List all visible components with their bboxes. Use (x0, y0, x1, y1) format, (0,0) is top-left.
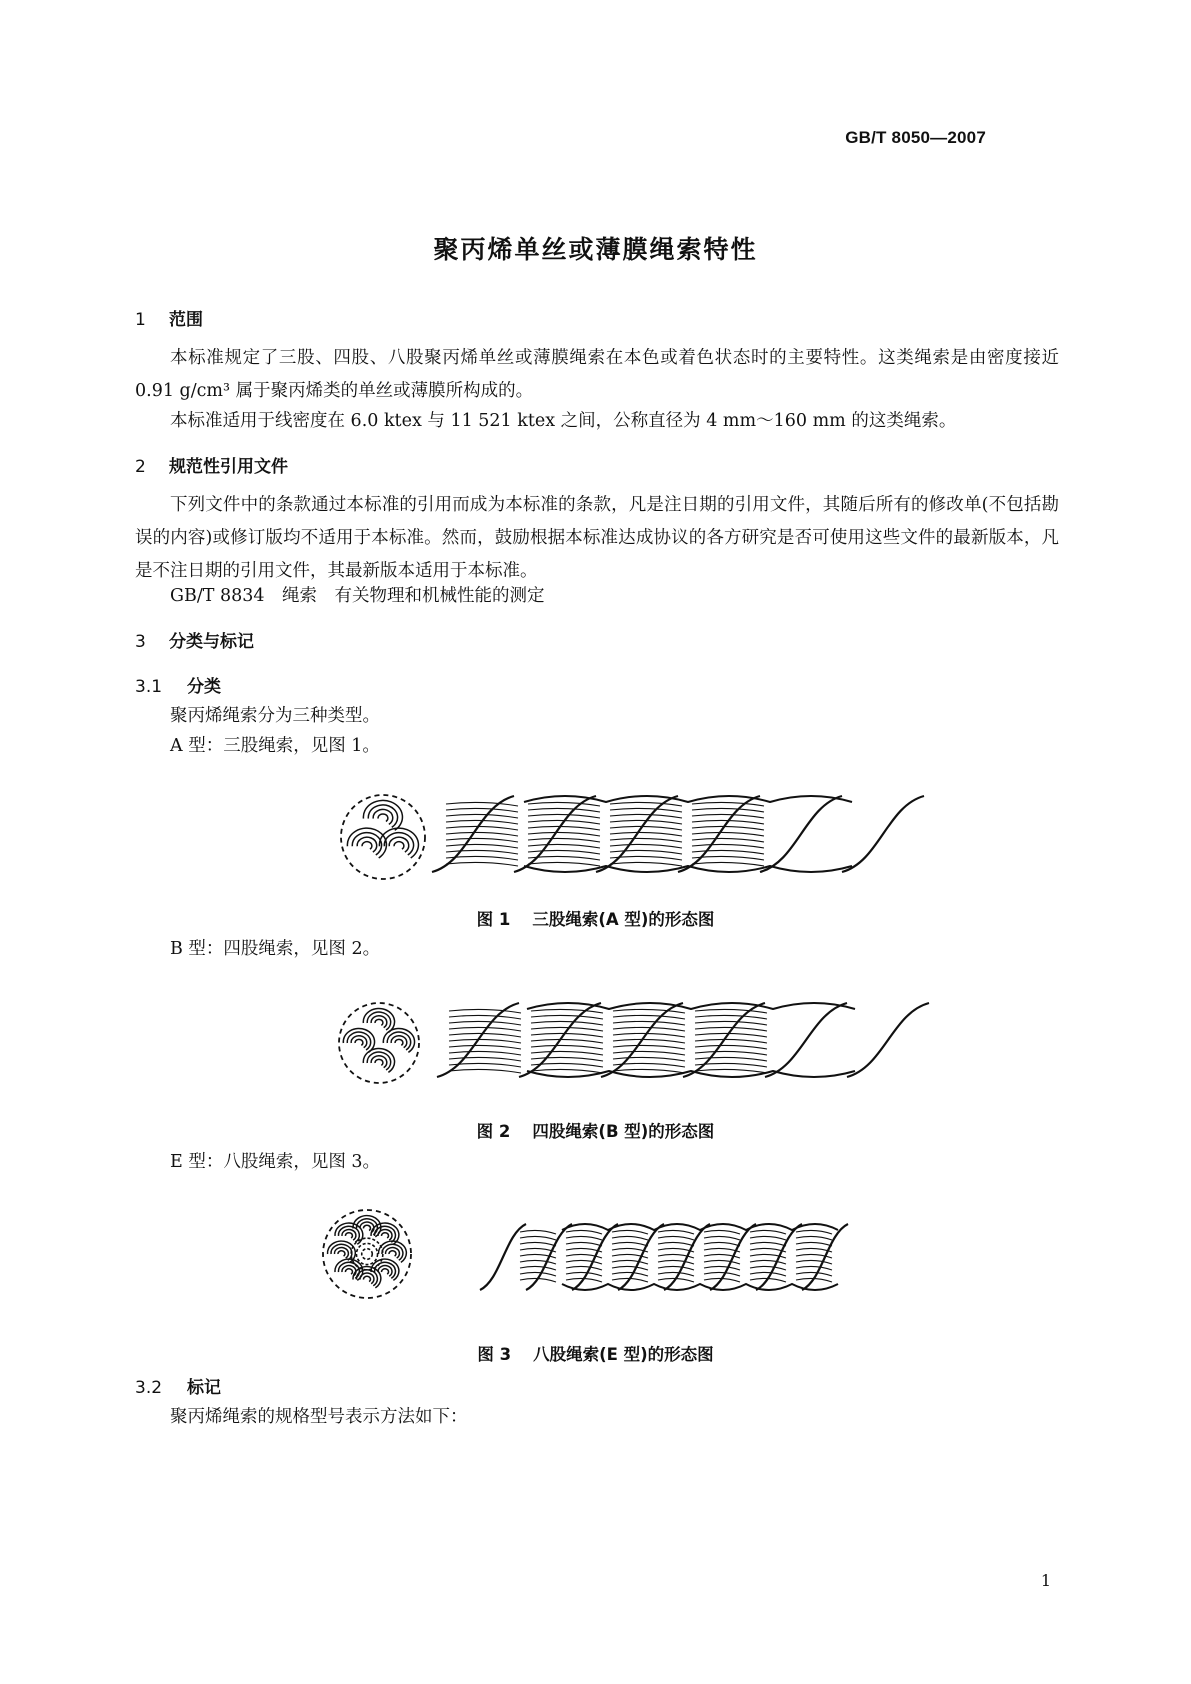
figure-3-cross-section (320, 1207, 414, 1301)
figure-2-rope-side-view (527, 995, 773, 1085)
figure-2-caption (0, 1118, 1191, 1142)
figure-3-caption (0, 1341, 1191, 1365)
section-number: 1 (135, 310, 146, 330)
section-3-1-heading (135, 672, 221, 697)
section-number: 3.2 (135, 1378, 163, 1398)
figure-3-rope-side-view (562, 1216, 794, 1298)
figure-number: 图 3 (477, 1345, 512, 1364)
figure-number: 图 2 (476, 1122, 511, 1141)
figure-number: 图 1 (476, 910, 511, 929)
section-3-2-heading (135, 1373, 221, 1398)
figure-caption-text: 八股绳索(E 型)的形态图 (533, 1345, 714, 1364)
marking-intro: 聚丙烯绳索的规格型号表示方法如下： (170, 1407, 468, 1427)
document-title: 聚丙烯单丝或薄膜绳索特性 (433, 235, 758, 264)
section-number: 2 (135, 457, 146, 477)
section-title: 范围 (169, 310, 203, 330)
scope-paragraph-2: 本标准适用于线密度在 6.0 ktex 与 11 521 ktex 之间，公称直径为 4 mm～160 mm 的这类绳索。 (170, 411, 957, 431)
type-b-line: B 型：四股绳索，见图 2。 (170, 939, 381, 959)
scope-paragraph-1: 本标准规定了三股、四股、八股聚丙烯单丝或薄膜绳索在本色或着色状态时的主要特性。这类绳索是由密度接近 0.91 g/cm³ 属于聚丙烯类的单丝或薄膜所构成的。 (135, 348, 1059, 401)
section-title: 分类 (187, 677, 221, 697)
figure-2-cross-section (336, 1000, 422, 1086)
figure-1-caption (0, 906, 1191, 930)
section-1-heading (135, 305, 203, 330)
section-2-heading (135, 452, 288, 477)
classification-intro: 聚丙烯绳索分为三种类型。 (170, 706, 380, 726)
section-3-heading (135, 627, 254, 652)
section-title: 分类与标记 (169, 632, 254, 652)
figure-caption-text: 三股绳索(A 型)的形态图 (532, 910, 715, 929)
figure-1-cross-section (338, 792, 428, 882)
section-title: 标记 (187, 1378, 221, 1398)
figure-1-rope-side-view (524, 788, 770, 880)
reference-item: GB/T 8834 绳索 有关物理和机械性能的测定 (170, 586, 545, 606)
section-number: 3 (135, 632, 146, 652)
page-number: 1 (1040, 1571, 1051, 1590)
references-paragraph: 下列文件中的条款通过本标准的引用而成为本标准的条款，凡是注日期的引用文件，其随后所有的修改单(不包括勘误的内容)或修订版均不适用于本标准。然而，鼓励根据本标准达成协议的各方研究是否可使用这些文件的最新版本，凡是不注日期的引用文件，其最新版本适用于本标准。 (135, 495, 1059, 581)
type-e-line: E 型：八股绳索，见图 3。 (170, 1152, 381, 1172)
standard-code: GB/T 8050—2007 (845, 128, 986, 147)
section-number: 3.1 (135, 677, 163, 697)
figure-caption-text: 四股绳索(B 型)的形态图 (532, 1122, 715, 1141)
section-title: 规范性引用文件 (169, 457, 288, 477)
type-a-line: A 型：三股绳索，见图 1。 (170, 736, 380, 756)
